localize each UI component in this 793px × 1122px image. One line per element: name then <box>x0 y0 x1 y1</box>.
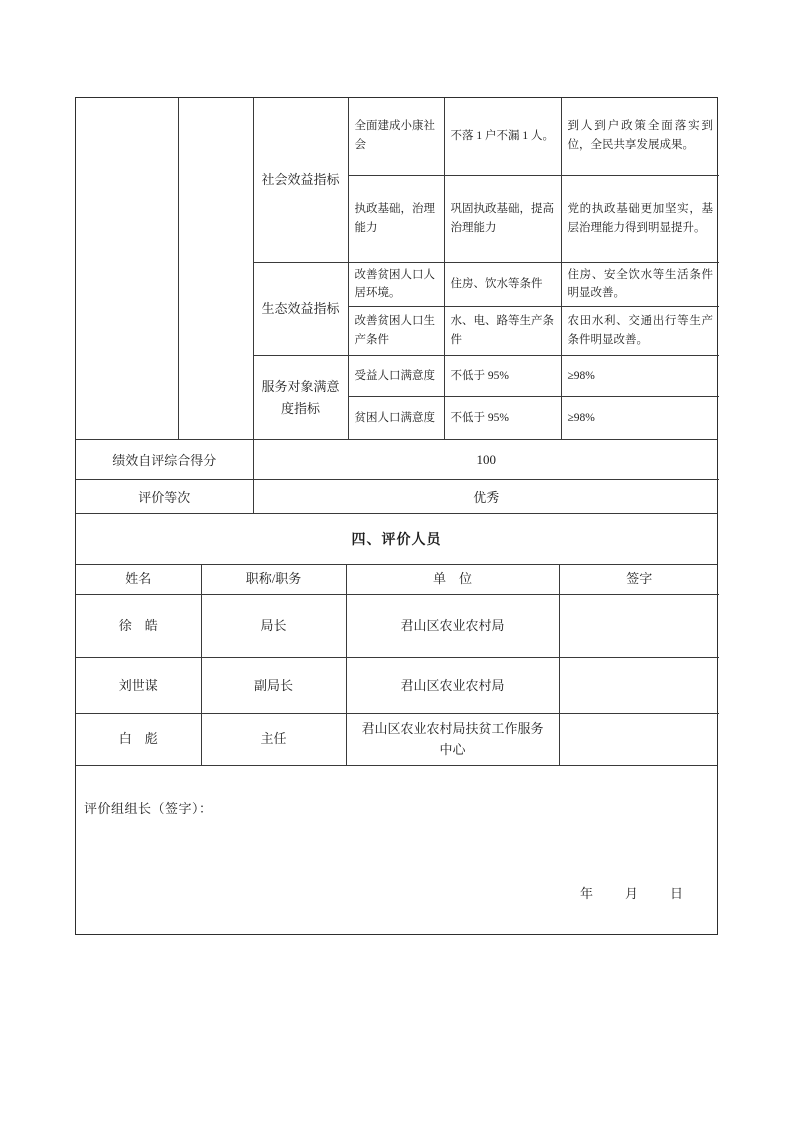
table-header-row <box>76 565 719 595</box>
evaluator-signature-cell <box>559 595 719 658</box>
indicator-target: 住房、饮水等条件 <box>444 262 561 307</box>
date-line: 年 月 日 <box>579 885 685 901</box>
evaluators-table <box>76 565 719 765</box>
evaluator-unit: 君山区农业农村局 <box>346 658 559 714</box>
summary-section <box>76 439 717 513</box>
evaluator-signature-cell <box>559 658 719 714</box>
indicator-name: 全面建成小康社会 <box>348 98 444 175</box>
evaluator-unit: 君山区农业农村局扶贫工作服务中心 <box>346 714 559 765</box>
group-leader-signature-label: 评价组组长（签字）： <box>84 800 213 816</box>
indicator-name: 贫困人口满意度 <box>348 397 444 439</box>
grade-value: 优秀 <box>253 480 719 513</box>
indicator-actual: ≥98% <box>561 356 719 397</box>
indicator-group-label: 社会效益指标 <box>253 98 348 262</box>
indicator-name: 执政基础，治理能力 <box>348 175 444 262</box>
header-unit: 单 位 <box>346 565 559 595</box>
indicator-target: 巩固执政基础，提高治理能力 <box>444 175 561 262</box>
self-score-label: 绩效自评综合得分 <box>76 440 253 480</box>
indicator-name: 受益人口满意度 <box>348 356 444 397</box>
indicator-actual: 党的执政基础更加坚实，基层治理能力得到明显提升。 <box>561 175 719 262</box>
indicator-section <box>76 98 717 439</box>
self-score-value: 100 <box>253 440 719 480</box>
table-row <box>76 714 719 765</box>
indicator-name: 改善贫困人口生产条件 <box>348 307 444 356</box>
evaluators-section <box>76 564 717 765</box>
indicator-target: 水、电、路等生产条件 <box>444 307 561 356</box>
merged-empty-cell-level2 <box>178 98 253 439</box>
table-row <box>76 480 719 513</box>
evaluator-name: 徐 皓 <box>76 595 201 658</box>
table-row <box>76 658 719 714</box>
evaluator-name: 白 彪 <box>76 714 201 765</box>
indicator-group-label: 服务对象满意度指标 <box>253 356 348 439</box>
section-title-evaluators: 四、评价人员 <box>76 513 717 564</box>
indicator-table <box>76 98 719 439</box>
evaluator-title: 主任 <box>201 714 346 765</box>
indicator-actual: ≥98% <box>561 397 719 439</box>
evaluation-form-table <box>75 97 718 935</box>
indicator-actual: 住房、安全饮水等生活条件明显改善。 <box>561 262 719 307</box>
header-name: 姓名 <box>76 565 201 595</box>
evaluator-unit: 君山区农业农村局 <box>346 595 559 658</box>
evaluator-title: 副局长 <box>201 658 346 714</box>
table-row <box>76 440 719 480</box>
indicator-actual: 到人到户政策全面落实到位，全民共享发展成果。 <box>561 98 719 175</box>
summary-table <box>76 440 719 513</box>
indicator-group-label: 生态效益指标 <box>253 262 348 356</box>
indicator-name: 改善贫困人口人居环境。 <box>348 262 444 307</box>
table-row <box>76 98 719 175</box>
indicator-actual: 农田水利、交通出行等生产条件明显改善。 <box>561 307 719 356</box>
evaluator-name: 刘世谋 <box>76 658 201 714</box>
evaluator-title: 局长 <box>201 595 346 658</box>
indicator-target: 不落 1 户不漏 1 人。 <box>444 98 561 175</box>
table-row <box>76 595 719 658</box>
merged-empty-cell-level1 <box>76 98 178 439</box>
evaluator-signature-cell <box>559 714 719 765</box>
grade-label: 评价等次 <box>76 480 253 513</box>
indicator-target: 不低于 95% <box>444 356 561 397</box>
header-signature: 签字 <box>559 565 719 595</box>
indicator-target: 不低于 95% <box>444 397 561 439</box>
header-title: 职称/职务 <box>201 565 346 595</box>
footer-signature-block <box>76 765 717 936</box>
